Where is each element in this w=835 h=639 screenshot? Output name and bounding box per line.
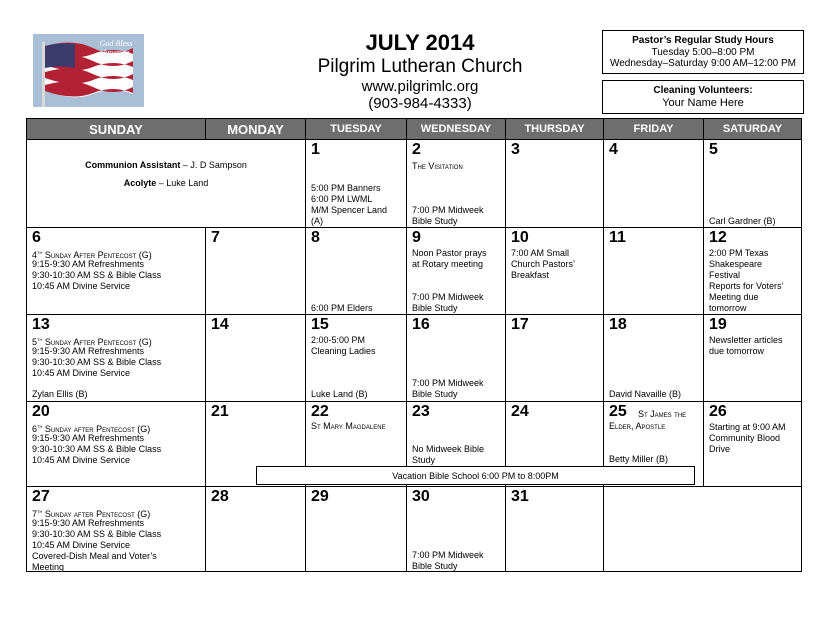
day-cell-13[interactable] <box>26 314 206 402</box>
event-line: 10:45 AM Divine Service <box>32 281 131 291</box>
day-cell-7[interactable] <box>205 227 306 315</box>
day-number: 26 <box>709 403 727 420</box>
event-line: 6:00 PM Elders <box>311 303 373 313</box>
calendar-grid <box>26 118 802 572</box>
empty-cell <box>603 486 802 572</box>
day-number: 29 <box>311 488 329 505</box>
day-header-monday: MONDAY <box>205 118 306 140</box>
study-hours-line2: Wednesday–Saturday 9:00 AM–12:00 PM <box>609 58 797 69</box>
day-cell-31[interactable] <box>505 486 604 572</box>
event-line: 2:00 PM Texas <box>709 248 769 258</box>
day-header-sunday: SUNDAY <box>26 118 206 140</box>
day-cell-18[interactable] <box>603 314 704 402</box>
day-number: 23 <box>412 403 430 420</box>
day-number: 28 <box>211 488 229 505</box>
day-number: 16 <box>412 316 430 333</box>
day-number: 30 <box>412 488 430 505</box>
day-number: 17 <box>511 316 529 333</box>
day-header-tuesday: TUESDAY <box>305 118 407 140</box>
event-line: Newsletter articles <box>709 335 783 345</box>
day-cell-17[interactable] <box>505 314 604 402</box>
event-line: 7:00 PM Midweek <box>412 292 484 302</box>
event-line: Starting at 9:00 AM <box>709 422 786 432</box>
day-cell-12[interactable] <box>703 227 802 315</box>
day-number: 6 <box>32 229 41 246</box>
website-link[interactable]: www.pilgrimlc.org <box>361 78 479 95</box>
event-line: Bible Study <box>412 303 458 313</box>
vacation-bible-school-banner: Vacation Bible School 6:00 PM to 8:00PM <box>256 466 695 485</box>
feast-name: Sunday after Pentecost (G) <box>42 424 151 434</box>
communion-name: – J. D Sampson <box>180 160 247 170</box>
event-line: Bible Study <box>412 216 458 226</box>
day-cell-1[interactable] <box>305 139 407 228</box>
event-line: David Navaille (B) <box>609 389 682 399</box>
day-header-wednesday: WEDNESDAY <box>406 118 506 140</box>
feast-name: Sunday After Pentecost (G) <box>42 250 152 260</box>
communion-label: Communion Assistant <box>85 160 181 170</box>
day-number: 24 <box>511 403 529 420</box>
event-line: Noon Pastor prays <box>412 248 487 258</box>
study-hours-title: Pastor’s Regular Study Hours <box>632 35 774 46</box>
event-line: 9:30-10:30 AM SS & Bible Class <box>32 357 162 367</box>
event-line: 7:00 AM Small <box>511 248 570 258</box>
feast-ordinal-suffix: th <box>37 337 43 343</box>
event-line: Study <box>412 455 436 465</box>
day-number: 5 <box>709 141 718 158</box>
day-number: 2 <box>412 141 421 158</box>
acolyte-label: Acolyte <box>123 178 157 188</box>
day-number: 22 <box>311 403 329 420</box>
event-line: Meeting due <box>709 292 759 302</box>
week1-note-cell <box>26 139 306 228</box>
day-number: 9 <box>412 229 421 246</box>
day-number: 8 <box>311 229 320 246</box>
day-number: 21 <box>211 403 229 420</box>
feast-ordinal: 6 <box>32 424 38 434</box>
event-line: 9:30-10:30 AM SS & Bible Class <box>32 270 162 280</box>
page-title: JULY 2014 <box>365 30 475 55</box>
event-line: Zylan Ellis (B) <box>32 389 88 399</box>
day-header-thursday: THURSDAY <box>505 118 604 140</box>
day-header-friday: FRIDAY <box>603 118 704 140</box>
church-name: Pilgrim Lutheran Church <box>317 56 523 77</box>
event-line: 9:15-9:30 AM Refreshments <box>32 259 145 269</box>
day-number: 3 <box>511 141 520 158</box>
event-line: Drive <box>709 444 731 454</box>
event-line: 7:00 PM Midweek <box>412 550 484 560</box>
day-cell-16[interactable] <box>406 314 506 402</box>
event-line: Luke Land (B) <box>311 389 368 399</box>
day-number: 15 <box>311 316 329 333</box>
event-line: 6:00 PM LWML <box>311 194 373 204</box>
logo-text-line1: God Bless <box>99 39 133 48</box>
event-line: at Rotary meeting <box>412 259 484 269</box>
event-line: (A) <box>311 216 323 226</box>
event-line: 10:45 AM Divine Service <box>32 368 131 378</box>
phone-number: (903-984-4333) <box>368 95 472 112</box>
day-cell-14[interactable] <box>205 314 306 402</box>
day-number: 11 <box>609 229 626 246</box>
day-number: 13 <box>32 316 50 333</box>
event-line: Shakespeare <box>709 259 763 269</box>
acolyte-name: – Luke Land <box>156 178 209 188</box>
day-number: 14 <box>211 316 229 333</box>
day-cell-8[interactable] <box>305 227 407 315</box>
feast-ordinal: 4 <box>32 250 38 260</box>
event-line: 9:30-10:30 AM SS & Bible Class <box>32 529 162 539</box>
event-line: 7:00 PM Midweek <box>412 378 484 388</box>
study-hours-line1: Tuesday 5:00–8:00 PM <box>651 47 755 58</box>
event-line: 9:15-9:30 AM Refreshments <box>32 433 145 443</box>
flag-logo-image <box>33 34 144 107</box>
day-cell-29[interactable] <box>305 486 407 572</box>
day-number: 4 <box>609 141 618 158</box>
feast-ordinal-suffix: th <box>37 424 43 430</box>
event-line: Meeting <box>32 562 65 572</box>
event-line: Reports for Voters’ <box>709 281 784 291</box>
event-line: Covered-Dish Meal and Voter’s <box>32 551 157 561</box>
day-cell-28[interactable] <box>205 486 306 572</box>
event-line: M/M Spencer Land <box>311 205 388 215</box>
day-number: 12 <box>709 229 727 246</box>
acolyte <box>27 178 305 189</box>
feast-day: The Visitation <box>412 161 463 171</box>
event-line: Bible Study <box>412 561 458 571</box>
study-hours-box <box>602 30 804 74</box>
event-line: 7:00 PM Midweek <box>412 205 484 215</box>
event-line: Carl Gardner (B) <box>709 216 776 226</box>
event-line: Betty Miller (B) <box>609 454 669 464</box>
day-cell-15[interactable] <box>305 314 407 402</box>
cleaning-volunteers-box <box>602 80 804 114</box>
event-line: 10:45 AM Divine Service <box>32 455 131 465</box>
event-line: 5:00 PM Banners <box>311 183 381 193</box>
cleaning-name: Your Name Here <box>662 97 744 109</box>
feast-ordinal: 7 <box>32 509 38 519</box>
feast-ordinal-suffix: th <box>37 509 43 515</box>
event-line: Bible Study <box>412 389 458 399</box>
feast-ordinal-suffix: th <box>37 250 43 256</box>
event-line: Community Blood <box>709 433 781 443</box>
day-cell-4[interactable] <box>603 139 704 228</box>
day-number: 7 <box>211 229 220 246</box>
logo-text-line2: America <box>102 48 130 57</box>
day-number: 1 <box>311 141 320 158</box>
event-line: due tomorrow <box>709 346 765 356</box>
day-cell-19[interactable] <box>703 314 802 402</box>
event-line: 10:45 AM Divine Service <box>32 540 131 550</box>
day-number: 10 <box>511 229 529 246</box>
event-line: 2:00-5:00 PM <box>311 335 366 345</box>
day-cell-20[interactable] <box>26 401 206 487</box>
event-line: 9:15-9:30 AM Refreshments <box>32 346 145 356</box>
communion-assistant <box>27 160 305 171</box>
day-number: 31 <box>511 488 529 505</box>
day-cell-6[interactable] <box>26 227 206 315</box>
day-number: 20 <box>32 403 50 420</box>
day-cell-2[interactable] <box>406 139 506 228</box>
day-cell-5[interactable] <box>703 139 802 228</box>
feast-ordinal: 5 <box>32 337 38 347</box>
day-cell-11[interactable] <box>603 227 704 315</box>
event-line: Breakfast <box>511 270 550 280</box>
day-number: 25 <box>609 403 627 420</box>
feast-day-cont: Elder, Apostle <box>609 421 666 431</box>
day-number: 27 <box>32 488 50 505</box>
feast-name: Sunday After Pentecost (G) <box>42 337 152 347</box>
feast-day: St Mary Magdalene <box>311 421 386 431</box>
event-line: Festival <box>709 270 741 280</box>
event-line: Cleaning Ladies <box>311 346 376 356</box>
day-cell-26[interactable] <box>703 401 802 487</box>
page-header <box>270 30 570 112</box>
day-header-saturday: SATURDAY <box>703 118 802 140</box>
cleaning-title: Cleaning Volunteers: <box>653 85 753 96</box>
day-cell-30[interactable] <box>406 486 506 572</box>
feast-day: St James the <box>638 409 687 419</box>
event-line: Church Pastors’ <box>511 259 576 269</box>
event-line: tomorrow <box>709 303 747 313</box>
day-cell-3[interactable] <box>505 139 604 228</box>
feast-name: Sunday after Pentecost (G) <box>42 509 151 519</box>
event-line: No Midweek Bible <box>412 444 485 454</box>
event-line: 9:30-10:30 AM SS & Bible Class <box>32 444 162 454</box>
day-cell-27[interactable] <box>26 486 206 572</box>
day-cell-10[interactable] <box>505 227 604 315</box>
day-cell-9[interactable] <box>406 227 506 315</box>
day-number: 19 <box>709 316 727 333</box>
event-line: 9:15-9:30 AM Refreshments <box>32 518 145 528</box>
day-number: 18 <box>609 316 627 333</box>
